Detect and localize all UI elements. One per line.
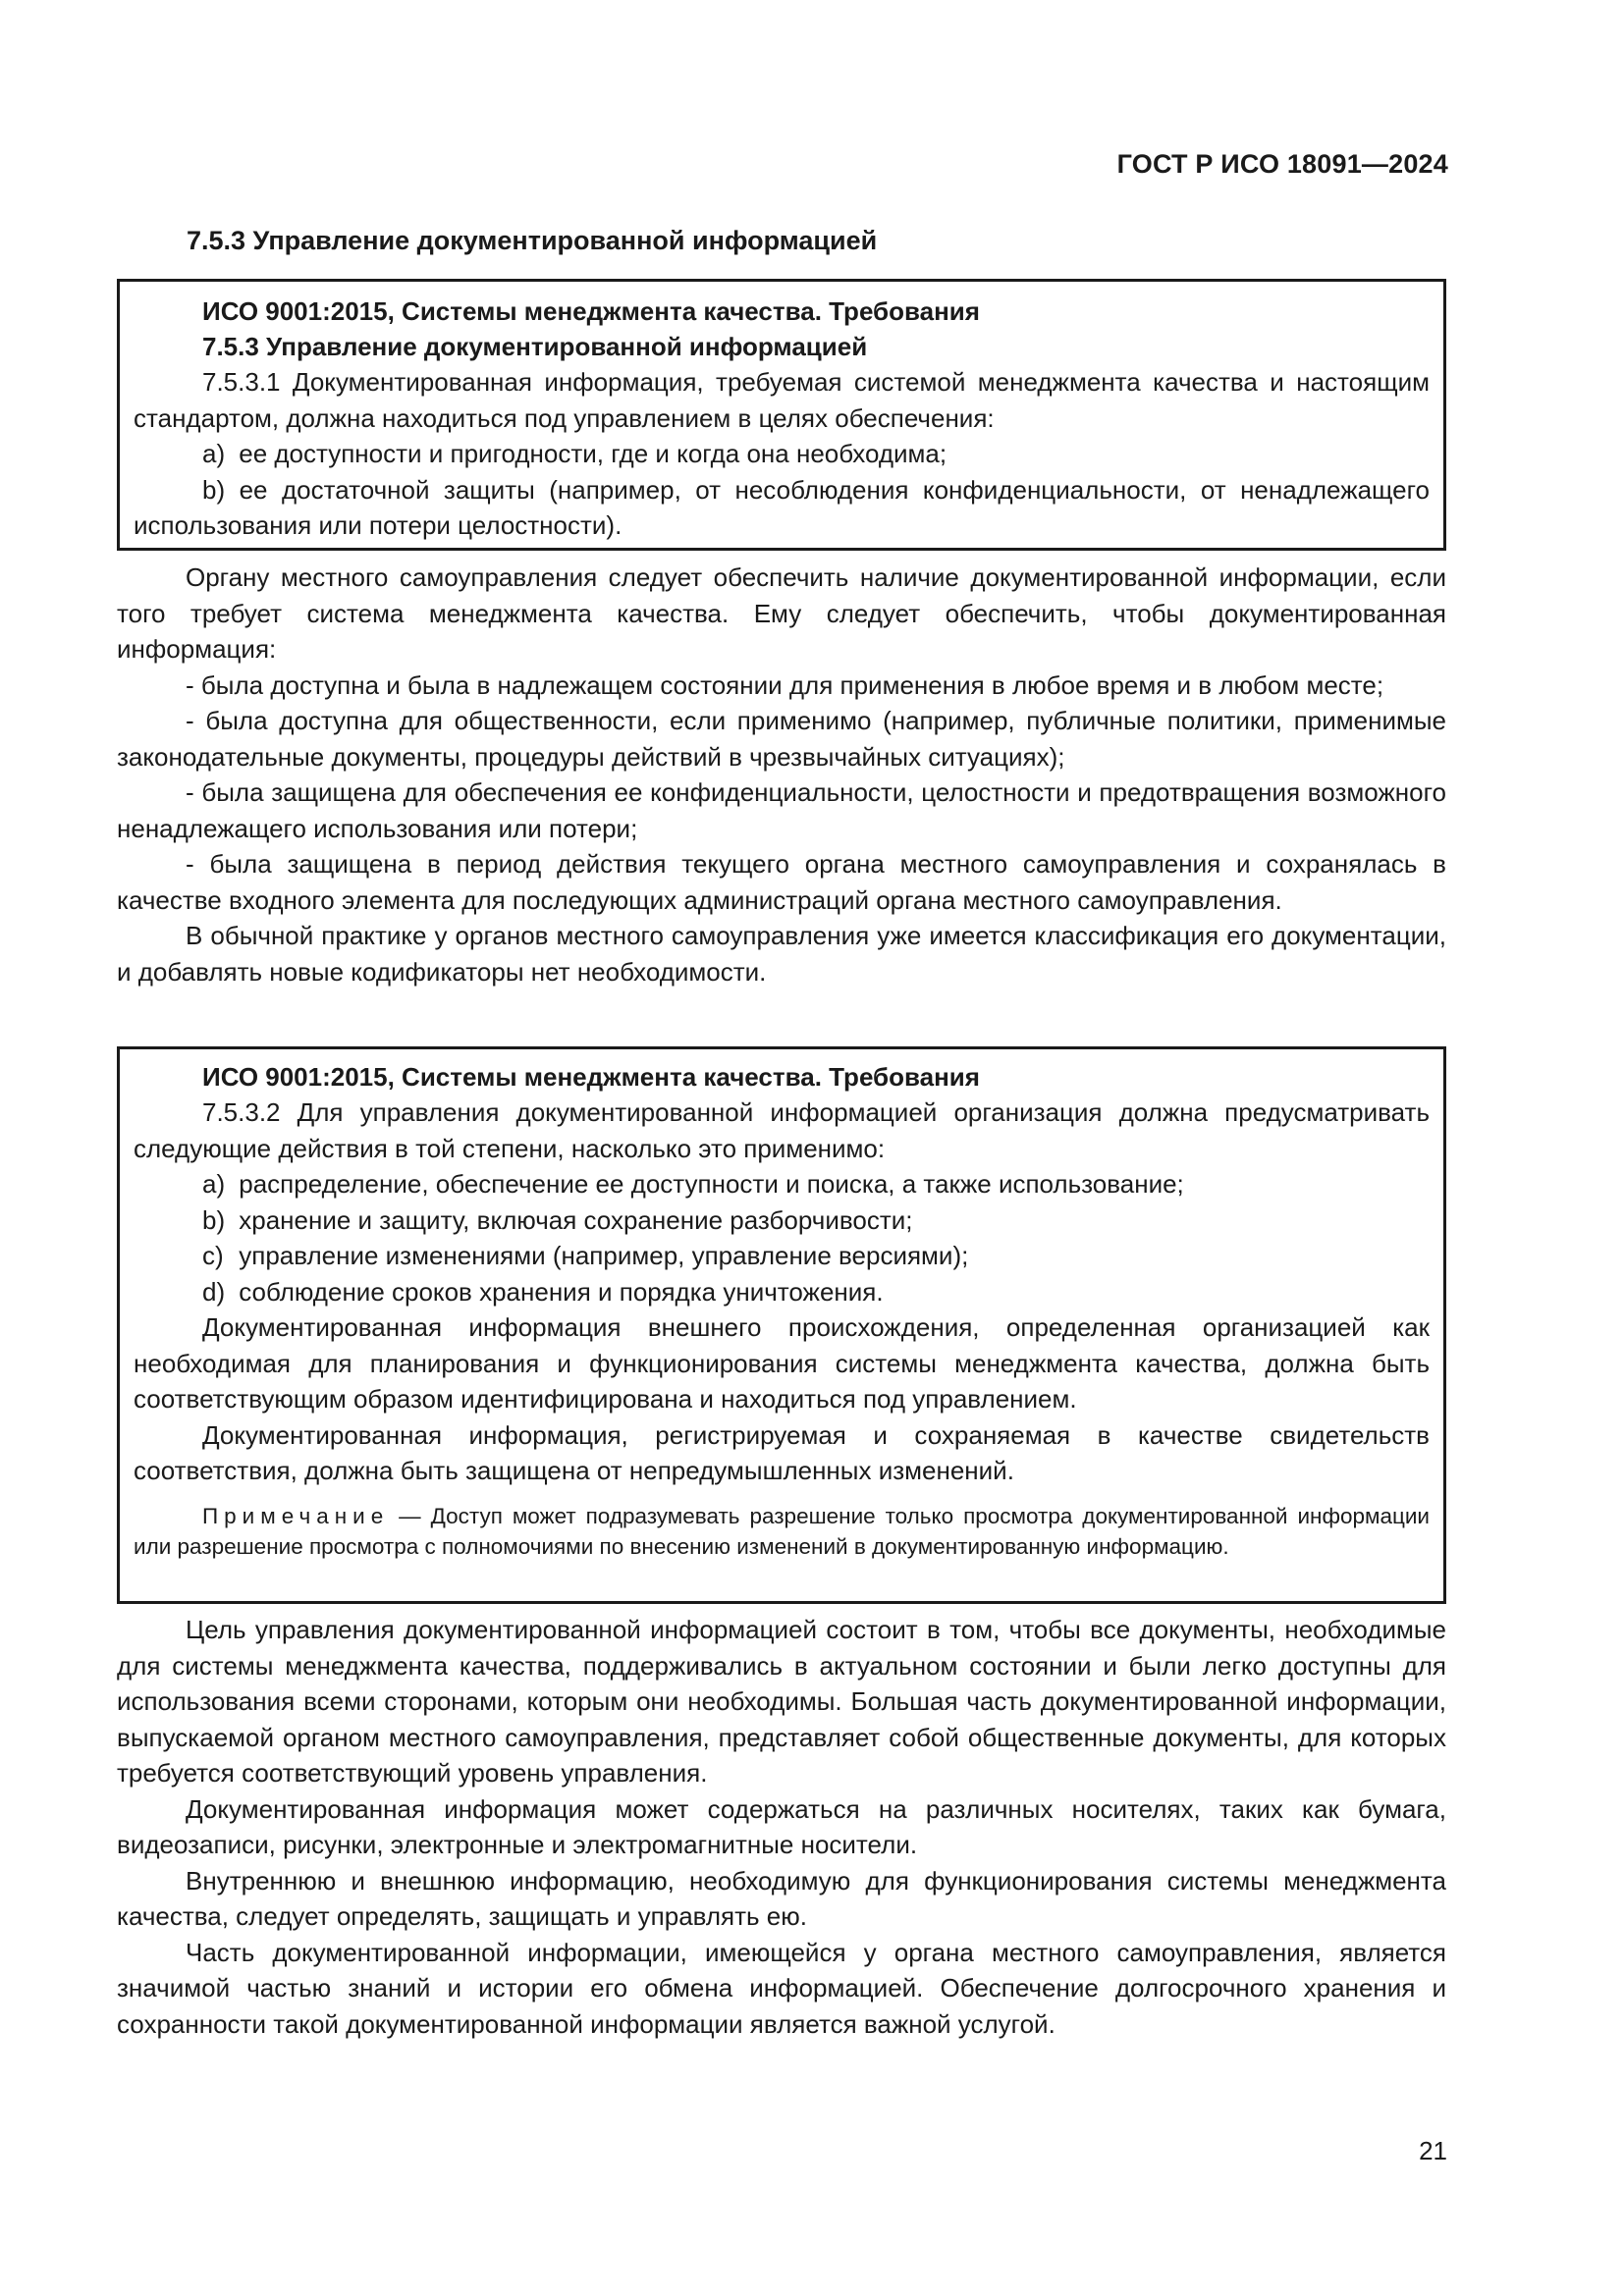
dash-list-item: - была защищена для обеспечения ее конфиденциальности, целостности и предотвращения возможного ненадлежащего использования или потери; <box>117 777 1446 843</box>
dash-list-item: - была доступна и была в надлежащем состоянии для применения в любое время и в любом месте; <box>186 669 1384 700</box>
list-item <box>134 1202 1430 1239</box>
note <box>134 1501 1430 1562</box>
iso-quote-box-2 <box>117 1046 1446 1604</box>
dash-list-item: - была защищена в период действия текущего органа местного самоуправления и сохранялась в качестве входного элемента для последующих администраций органа местного самоуправления. <box>117 849 1446 915</box>
list-item <box>134 1274 1430 1310</box>
section-heading: 7.5.3 Управление документированной информацией <box>187 226 878 255</box>
body-text-block-1 <box>117 560 1446 989</box>
list-item-text: соблюдение сроков хранения и порядка уничтожения. <box>239 1276 884 1307</box>
paragraph: Часть документированной информации, имеющейся у органа местного самоуправления, является значимой частью знаний и истории его обмена информацией. Обеспечение долгосрочного хранения и сохранности такой документированной информации является важной услугой. <box>117 1937 1446 2039</box>
document-code-header: ГОСТ Р ИСО 18091—2024 <box>1116 149 1448 179</box>
page-number: 21 <box>1419 2136 1447 2165</box>
paragraph: В обычной практике у органов местного самоуправления уже имеется классификация его документации, и добавлять новые кодификаторы нет необходимости. <box>117 921 1446 987</box>
box-subtitle: 7.5.3 Управление документированной информацией <box>202 332 868 361</box>
box-title: ИСО 9001:2015, Системы менеджмента качества. Требования <box>202 1062 980 1092</box>
note-label: Примечание <box>202 1503 390 1528</box>
list-item-label: d) <box>202 1276 226 1307</box>
box-paragraph: Документированная информация внешнего происхождения, определенная организацией как необходимая для планирования и функционирования системы менеджмента качества, должна быть соответствующим образом идентифицирована и находиться под управлением. <box>134 1312 1430 1414</box>
iso-quote-box-1 <box>117 279 1446 551</box>
note-text: — Доступ может подразумевать разрешение только просмотра документированной информации или разрешение просмотра с полномочиями по внесению изменений в документированную информацию. <box>134 1503 1430 1559</box>
list-item-text: ее доступности и пригодности, где и когда она необходима; <box>239 439 947 468</box>
paragraph: Документированная информация может содержаться на различных носителях, таких как бумага, видеозаписи, рисунки, электронные и электромагнитные носители. <box>117 1793 1446 1859</box>
list-item-text: ее достаточной защиты (например, от несоблюдения конфиденциальности, от ненадлежащего использования или потери целостности). <box>134 474 1430 540</box>
list-item-text: распределение, обеспечение ее доступности и поиска, а также использование; <box>239 1169 1184 1199</box>
body-text-block-2 <box>117 1612 1446 2042</box>
list-item-label: b) <box>202 1204 226 1235</box>
paragraph: Органу местного самоуправления следует обеспечить наличие документированной информации, если того требует система менеджмента качества. Ему следует обеспечить, чтобы документированная информация: <box>117 562 1446 664</box>
dash-list-item: - была доступна для общественности, если применимо (например, публичные политики, применимые законодательные документы, процедуры действий в чрезвычайных ситуациях); <box>117 706 1446 772</box>
list-item-text: хранение и защиту, включая сохранение разборчивости; <box>239 1204 913 1235</box>
box-title: ИСО 9001:2015, Системы менеджмента качества. Требования <box>202 296 980 326</box>
list-item-label: b) <box>202 474 226 505</box>
list-item-label: c) <box>202 1241 224 1270</box>
list-item-label: a) <box>202 439 226 468</box>
list-item-label: a) <box>202 1169 226 1199</box>
list-item <box>134 1238 1430 1274</box>
list-item <box>134 472 1430 544</box>
list-item <box>134 436 1430 472</box>
paragraph: Внутреннюю и внешнюю информацию, необходимую для функционирования системы менеджмента качества, следует определять, защищать и управлять ею. <box>117 1865 1446 1931</box>
box-paragraph: 7.5.3.1 Документированная информация, требуемая системой менеджмента качества и настоящим стандартом, должна находиться под управлением в целях обеспечения: <box>134 367 1430 433</box>
box-paragraph: 7.5.3.2 Для управления документированной информацией организация должна предусматривать следующие действия в той степени, насколько это применимо: <box>134 1097 1430 1163</box>
paragraph: Цель управления документированной информацией состоит в том, чтобы все документы, необходимые для системы менеджмента качества, поддерживались в актуальном состоянии и были легко доступны для использования всеми сторонами, которым они необходимы. Большая часть документированной информации, выпускаемой органом местного самоуправления, представляет собой общественные документы, для которых требуется соответствующий уровень управления. <box>117 1615 1446 1788</box>
box-paragraph: Документированная информация, регистрируемая и сохраняемая в качестве свидетельств соответствия, должна быть защищена от непредумышленных изменений. <box>134 1419 1430 1485</box>
list-item <box>134 1166 1430 1202</box>
list-item-text: управление изменениями (например, управление версиями); <box>239 1241 969 1270</box>
